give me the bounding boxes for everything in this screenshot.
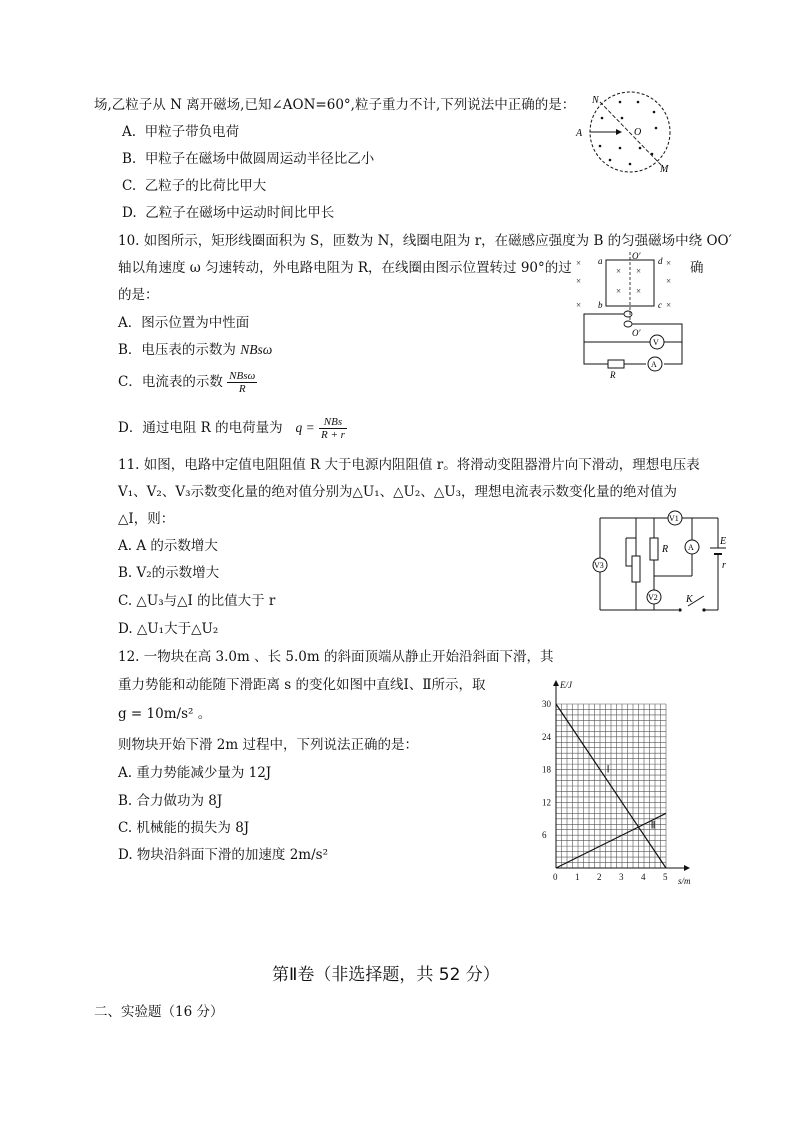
x-axis-arrow <box>684 865 690 871</box>
series-label-1: Ⅰ <box>606 764 610 776</box>
q10-label-o-bottom: O′ <box>632 328 641 338</box>
q9-option-a: A. 甲粒子带负电荷 <box>122 124 240 140</box>
q10-stem-line2-end: 确 <box>690 260 704 276</box>
x-tick-label: 1 <box>575 872 580 882</box>
q12-option-b: B. 合力做功为 8J <box>118 793 223 809</box>
x-tick-label: 2 <box>597 872 602 882</box>
q11-v3-label: V3 <box>594 561 604 570</box>
q9-option-c: C. 乙粒子的比荷比甲大 <box>122 178 267 194</box>
q12-stem-line3: g = 10m/s² 。 <box>118 706 212 722</box>
q11-circuit-figure <box>586 506 736 616</box>
q11-stem-line2: V₁、V₂、V₃示数变化量的绝对值分别为△U₁、△U₂、△U₃，理想电流表示数变化量的绝对值为 <box>118 484 677 500</box>
y-tick-label: 30 <box>542 699 551 709</box>
y-tick-label: 12 <box>542 797 551 808</box>
x-tick-label: 5 <box>663 872 668 882</box>
q9-option-b: B. 甲粒子在磁场中做圆周运动半径比乙小 <box>122 151 375 167</box>
q12-option-d: D. 物块沿斜面下滑的加速度 2m/s² <box>118 847 328 863</box>
x-axis-label: s/m <box>678 876 691 886</box>
q10-stem-line2: 轴以角速度 ω 匀速转动，外电路电阻为 R，在线圈由图示位置转过 90°的过 <box>118 260 572 276</box>
svg-text:c: c <box>658 300 662 310</box>
q10-stem-line1: 10. 如图所示，矩形线圈面积为 S，匝数为 N，线圈电阻为 r，在磁感应强度为 B 的匀强磁场中绕 OO′ <box>118 233 732 249</box>
svg-text:E: E <box>720 536 727 547</box>
q9-stem: 场,乙粒子从 N 离开磁场,已知∠AON=60°,粒子重力不计,下列说法中正确的是： <box>94 97 576 113</box>
q12-option-c: C. 机械能的损失为 8J <box>118 820 250 836</box>
svg-text:×: × <box>666 276 672 286</box>
q12-option-a: A. 重力势能减少量为 12J <box>118 765 272 781</box>
q9-label-o: O <box>634 127 642 138</box>
series-label-2: Ⅱ <box>650 820 656 832</box>
q10-ammeter-label: A <box>651 360 657 369</box>
q11-option-d: D. △U₁大于△U₂ <box>118 621 219 637</box>
part2-title: 第Ⅱ卷（非选择题，共 52 分） <box>272 965 500 985</box>
q10-generator-figure <box>572 250 692 380</box>
y-axis-label: E/J <box>560 680 572 690</box>
x-tick-label: 0 <box>553 872 558 882</box>
svg-text:K: K <box>686 594 693 605</box>
q9-label-a: A <box>576 128 583 139</box>
y-tick-label: 18 <box>542 764 551 775</box>
svg-text:×: × <box>576 276 582 286</box>
q10-option-a: A．图示位置为中性面 <box>118 315 250 331</box>
chart-axes <box>553 680 690 871</box>
q12-stem-line2: 重力势能和动能随下滑距离 s 的变化如图中直线Ⅰ、Ⅱ所示，取 <box>118 677 486 693</box>
q10-option-c: C．电流表的示数 $\frac{\text{NBsω}}{R}$ <box>118 370 256 395</box>
q11-ammeter-label: A <box>688 543 694 552</box>
y-tick-label: 6 <box>542 830 547 841</box>
q11-option-c: C. △U₃与△I 的比值大于 r <box>118 593 276 609</box>
svg-text:×: × <box>616 286 622 296</box>
svg-text:×: × <box>576 258 582 268</box>
svg-text:d: d <box>658 256 663 266</box>
q12-stem-line4: 则物块开始下滑 2m 过程中，下列说法正确的是： <box>118 737 418 753</box>
svg-text:b: b <box>598 300 603 310</box>
q11-option-a: A. A 的示数增大 <box>118 538 218 554</box>
q11-option-b: B. V₂的示数增大 <box>118 565 220 581</box>
q9-option-d: D. 乙粒子在磁场中运动时间比甲长 <box>122 205 335 221</box>
q10-option-d: D．通过电阻 R 的电荷量为 q = $\frac{\text{NBs}}{R + r}$ <box>118 416 345 441</box>
q9-label-m: M <box>660 164 669 175</box>
energy-distance-chart <box>530 668 706 890</box>
svg-text:R: R <box>610 370 616 380</box>
q10-voltmeter-label: V <box>653 338 659 347</box>
x-tick-label: 4 <box>641 872 646 882</box>
q11-v2-label: V2 <box>648 593 658 602</box>
y-tick-label: 24 <box>542 731 551 742</box>
q9-magnetic-field-figure <box>572 88 682 178</box>
svg-text:×: × <box>636 286 642 296</box>
q10-stem-line3: 的是： <box>118 287 159 303</box>
q11-v1-label: V1 <box>669 514 679 523</box>
y-axis-arrow <box>553 680 559 686</box>
section-experiment-title: 二、实验题（16 分） <box>94 1004 224 1020</box>
q12-stem-line1: 12. 一物块在高 3.0m 、长 5.0m 的斜面顶端从静止开始沿斜面下滑，其 <box>118 649 554 665</box>
svg-text:a: a <box>598 256 603 266</box>
svg-text:R: R <box>662 544 669 555</box>
svg-text:×: × <box>666 300 672 310</box>
svg-text:×: × <box>666 258 672 268</box>
svg-text:×: × <box>636 266 642 276</box>
q10-label-o-top: O′ <box>632 251 641 261</box>
q11-stem-line1: 11. 如图，电路中定值电阻阻值 R 大于电源内阻阻值 r。将滑动变阻器滑片向下滑动，理想电压表 <box>118 457 700 473</box>
svg-text:r: r <box>722 560 726 571</box>
q9-label-n: N <box>592 95 599 106</box>
svg-text:×: × <box>576 300 582 310</box>
svg-text:×: × <box>616 266 622 276</box>
q11-stem-line3: △I，则： <box>118 511 175 527</box>
q10-option-b: B．电压表的示数为 NBsω <box>118 342 273 358</box>
x-tick-label: 3 <box>619 872 624 882</box>
